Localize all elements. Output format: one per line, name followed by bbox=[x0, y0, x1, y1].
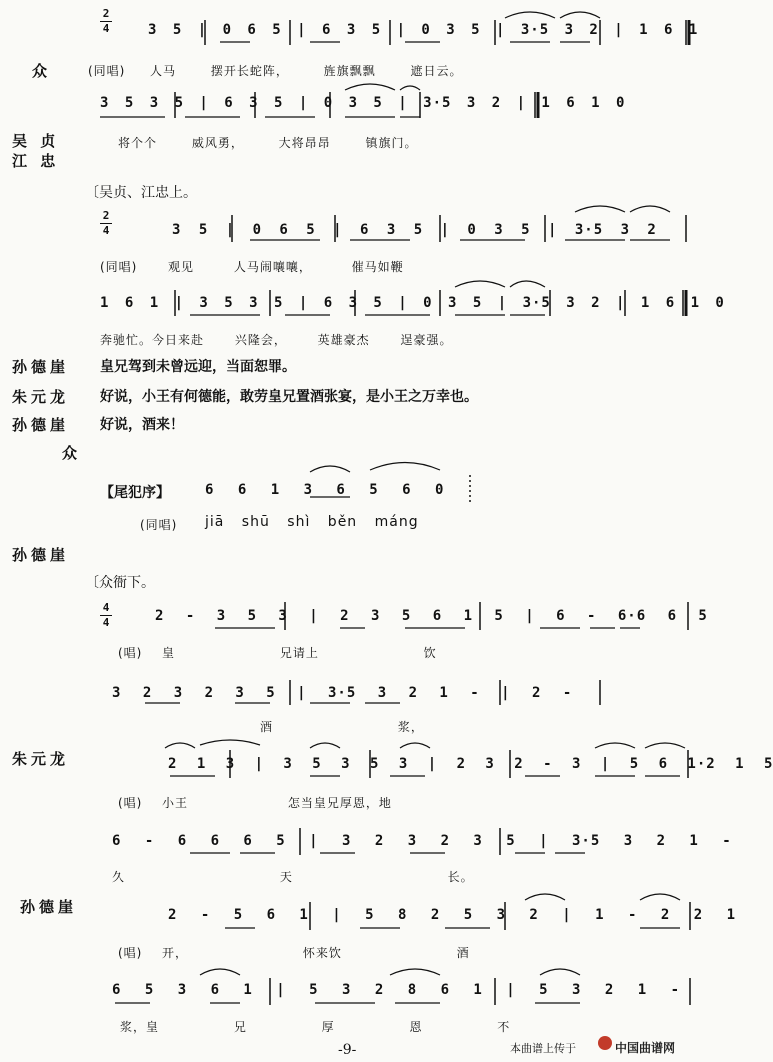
lyrics-row-1: 人马 摆开长蛇阵， 旌旗飘飘 遮日云。 bbox=[150, 64, 463, 78]
time-signature-2-4: 2 4 bbox=[100, 8, 112, 35]
lyrics-row-4: 奔驰忙。今日来赴 兴隆会， 英雄豪杰 逞豪强。 bbox=[100, 333, 453, 347]
footer-site-name: 中国曲谱网 bbox=[615, 1041, 676, 1055]
speaker-zhong: 众 bbox=[32, 62, 52, 80]
notation-row-1: 3 5 | 0 6 5 | 6 3 5 | 0 3 5 | 3·5 3 2 | 1 6 1 bbox=[148, 22, 699, 38]
prose-zhu-1: 好说，小王有何德能，敢劳皇兄置酒张宴，是小王之万幸也。 bbox=[100, 389, 478, 405]
lyrics-row-11: 浆，皇 兄 厚 恩 不 bbox=[120, 1020, 511, 1034]
notation-row-10: 2 - 5 6 1 | 5 8 2 5 3 2 | 1 - 2 2 1 bbox=[168, 907, 737, 923]
time-signature-2-4: 2 4 bbox=[100, 210, 112, 237]
lyrics-row-2: 将个个 威风勇， 大将昂昂 镇旗门。 bbox=[118, 136, 418, 150]
time-signature-4-4: 4 4 bbox=[100, 602, 112, 629]
page-number: -9- bbox=[338, 1042, 357, 1058]
notation-row-9: 6 - 6 6 6 5 | 3 2 3 2 3 5 | 3·5 3 2 1 - bbox=[112, 833, 732, 849]
notation-row-2: 3 5 3 5 | 6 3 5 | 0 3 5 | 3·5 3 2 | 1 6 1 0 bbox=[100, 95, 626, 111]
notation-row-3: 3 5 | 0 6 5 | 6 3 5 | 0 3 5 | 3·5 3 2 bbox=[172, 222, 657, 238]
lyrics-row-8-prefix: (唱) bbox=[118, 796, 143, 810]
lyrics-row-10: 开， 怀来饮 酒 bbox=[162, 946, 470, 960]
lyrics-row-1-prefix: (同唱) bbox=[88, 64, 126, 78]
lyrics-row-8: 小王 怎当皇兄厚恩，地 bbox=[162, 796, 392, 810]
stage-direction-exit: 〔众衙下。 bbox=[85, 575, 155, 591]
footer-upload-text: 本曲谱上传于 bbox=[510, 1042, 576, 1055]
stage-direction-enter: 〔吴贞、江忠上。 bbox=[85, 185, 197, 201]
notation-row-5: 6 6 1 3 6 5 6 0 bbox=[205, 482, 445, 498]
qupai-title: 【尾犯序】 bbox=[100, 485, 170, 501]
speaker-wu-zhen: 吴 贞 bbox=[12, 132, 60, 150]
speaker-zhong: 众 bbox=[62, 444, 82, 462]
lyrics-row-5-prefix: (同唱) bbox=[140, 518, 178, 532]
notation-row-11: 6 5 3 6 1 | 5 3 2 8 6 1 | 5 3 2 1 - bbox=[112, 982, 681, 998]
lyrics-row-10-prefix: (唱) bbox=[118, 946, 143, 960]
lyrics-row-6-prefix: (唱) bbox=[118, 646, 143, 660]
lyrics-row-3: 观见 人马闹嚷嚷， 催马如鞭 bbox=[168, 260, 404, 274]
notation-row-4: 1 6 1 | 3 5 3 5 | 6 3 5 | 0 3 5 | 3·5 3 2 | 1 6 1 0 bbox=[100, 295, 725, 311]
lyrics-row-7: 酒 浆， bbox=[260, 720, 424, 734]
speaker-sun-deya: 孙德崖 bbox=[12, 546, 70, 564]
speaker-zhu-yuanlong: 朱元龙 bbox=[12, 750, 70, 768]
speaker-sun-deya: 孙德崖 bbox=[12, 416, 70, 434]
prose-sun-1: 皇兄驾到未曾远迎，当面恕罪。 bbox=[100, 359, 296, 375]
speaker-jiang-zhong: 江 忠 bbox=[12, 152, 60, 170]
speaker-sun-deya: 孙德崖 bbox=[20, 898, 78, 916]
notation-row-8: 2 1 3 | 3 5 3 5 3 | 2 3 2 - 3 | 5 6 1·2 1 5 bbox=[168, 756, 773, 772]
notation-row-7: 3 2 3 2 3 5 | 3·5 3 2 1 - | 2 - bbox=[112, 685, 573, 701]
lyrics-row-9: 久 天 长。 bbox=[112, 870, 474, 884]
lyrics-row-6: 皇 兄请上 饮 bbox=[162, 646, 437, 660]
prose-sun-2: 好说，酒来！ bbox=[100, 417, 184, 433]
site-logo-icon bbox=[598, 1036, 612, 1050]
lyrics-row-3-prefix: (同唱) bbox=[100, 260, 138, 274]
notation-row-6: 2 - 3 5 3 | 2 3 5 6 1 5 | 6 - 6·6 6 5 bbox=[155, 608, 708, 624]
lyrics-row-5-pinyin: jiā shū shì běn máng bbox=[205, 514, 419, 530]
speaker-sun-deya: 孙德崖 bbox=[12, 358, 70, 376]
speaker-zhu-yuanlong: 朱元龙 bbox=[12, 388, 70, 406]
